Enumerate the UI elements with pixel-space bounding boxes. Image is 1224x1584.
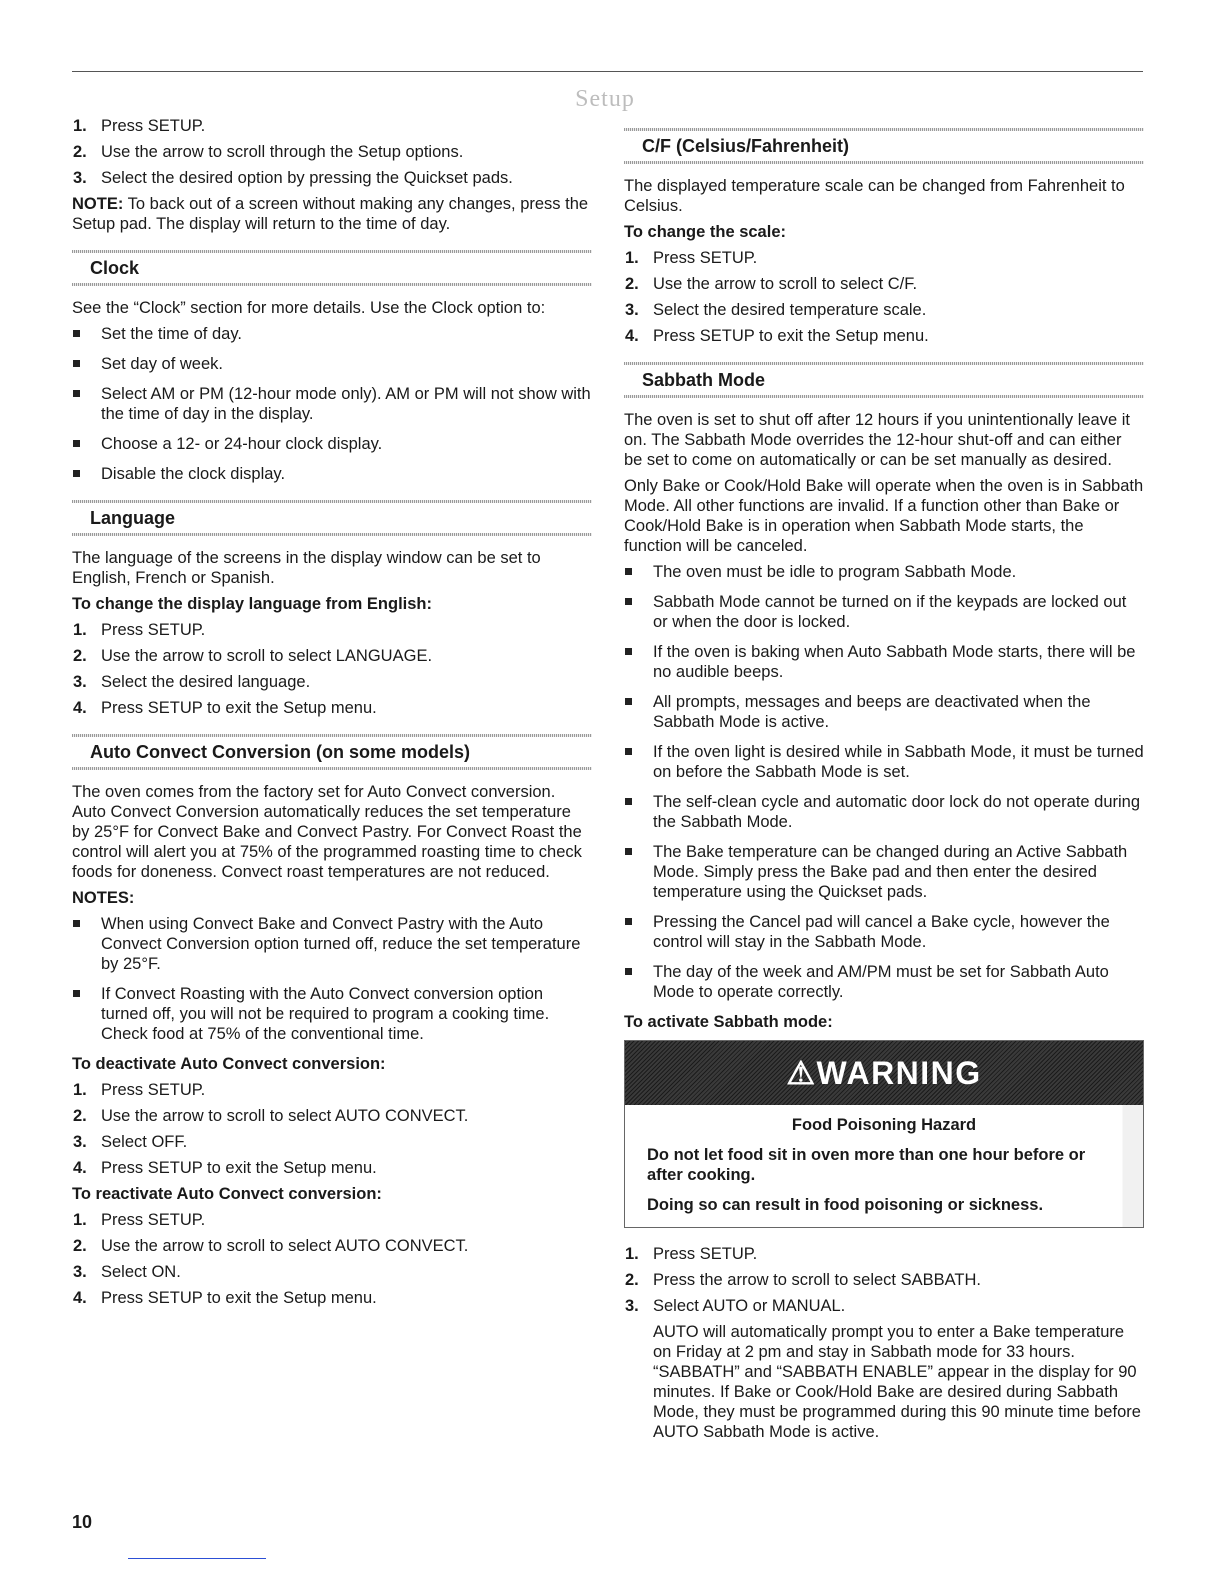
page-title: Setup bbox=[575, 86, 635, 112]
list-item: If Convect Roasting with the Auto Convect conversion option turned off, you will not be required to program a cooking time. Check food at 75% of the conventional time. bbox=[72, 984, 592, 1044]
list-item: 4. Press SETUP to exit the Setup menu. bbox=[73, 1159, 377, 1177]
list-item: When using Convect Bake and Convect Pastry with the Auto Convect Conversion option turned off, reduce the set temperature by 25°F. bbox=[72, 914, 592, 974]
list-item: 3. Select the desired temperature scale. bbox=[625, 301, 927, 319]
list-item: 4. Press SETUP to exit the Setup menu. bbox=[73, 1289, 377, 1307]
intro-steps bbox=[72, 116, 592, 188]
warning-title: ⚠WARNING bbox=[786, 1055, 982, 1091]
sabbath-heading: Sabbath Mode bbox=[624, 362, 1144, 398]
deactivate-subhead: To deactivate Auto Convect conversion: bbox=[72, 1055, 386, 1073]
language-heading: Language bbox=[72, 500, 592, 536]
sabbath-bullets bbox=[624, 562, 1144, 1002]
list-item: 3. Select ON. bbox=[73, 1263, 181, 1281]
auto-sabbath-text: AUTO will automatically prompt you to enter a Bake temperature on Friday at 2 pm and stay in Sabbath mode for 33 hours. “SABBATH” and “SABBATH ENABLE” appear in the display for 90 minutes. If Bake or Cook/Hold Bake are desired during Sabbath Mode, they must be programmed during this 90 minute time before AUTO Sabbath Mode is active. bbox=[653, 1323, 1141, 1441]
reactivate-subhead: To reactivate Auto Convect conversion: bbox=[72, 1185, 382, 1203]
setup-note: NOTE: To back out of a screen without making any changes, press the Setup pad. The display will return to the time of day. bbox=[72, 195, 589, 233]
list-item: 2. Use the arrow to scroll to select AUTO CONVECT. bbox=[73, 1237, 469, 1255]
list-item: 2. Press the arrow to scroll to select SABBATH. bbox=[625, 1271, 981, 1289]
list-item: 1. Press SETUP. bbox=[625, 249, 758, 267]
sabbath-text-1: The oven is set to shut off after 12 hours if you unintentionally leave it on. The Sabbath Mode overrides the 12-hour shut-off and can either be set to come on automatically or can be set manually as desired. bbox=[624, 411, 1130, 469]
list-item: 3. Select the desired language. bbox=[73, 673, 311, 691]
warning-line: Doing so can result in food poisoning or sickness. bbox=[647, 1196, 1044, 1214]
left-column bbox=[72, 116, 592, 1314]
list-item: 1. Press SETUP. bbox=[73, 621, 206, 639]
language-text: The language of the screens in the display window can be set to English, French or Spanish. bbox=[72, 549, 541, 587]
top-rule bbox=[72, 71, 1143, 72]
right-column bbox=[624, 116, 1144, 1448]
hazard-title: Food Poisoning Hazard bbox=[791, 1116, 977, 1134]
reactivate-steps bbox=[72, 1210, 592, 1308]
list-item: The day of the week and AM/PM must be set for Sabbath Auto Mode to operate correctly. bbox=[624, 962, 1144, 1002]
list-item: 2. Use the arrow to scroll through the Setup options. bbox=[73, 143, 464, 161]
list-item: All prompts, messages and beeps are deactivated when the Sabbath Mode is active. bbox=[624, 692, 1144, 732]
sabbath-steps bbox=[624, 1244, 1144, 1316]
warning-box bbox=[624, 1040, 1144, 1228]
list-item: The self-clean cycle and automatic door lock do not operate during the Sabbath Mode. bbox=[624, 792, 1144, 832]
footer-rule bbox=[128, 1558, 266, 1559]
list-item: Disable the clock display. bbox=[72, 464, 592, 484]
notes-label: NOTES: bbox=[72, 889, 135, 907]
list-item: 2. Use the arrow to scroll to select LANGUAGE. bbox=[73, 647, 433, 665]
auto-convect-notes bbox=[72, 914, 592, 1044]
list-item: 4. Press SETUP to exit the Setup menu. bbox=[73, 699, 377, 717]
list-item: If the oven is baking when Auto Sabbath Mode starts, there will be no audible beeps. bbox=[624, 642, 1144, 682]
list-item: 2. Use the arrow to scroll to select AUTO CONVECT. bbox=[73, 1107, 469, 1125]
list-item: 3. Select the desired option by pressing the Quickset pads. bbox=[73, 169, 513, 187]
auto-convect-heading: Auto Convect Conversion (on some models) bbox=[72, 734, 592, 770]
cf-heading: C/F (Celsius/Fahrenheit) bbox=[624, 128, 1144, 164]
list-item: The oven must be idle to program Sabbath Mode. bbox=[624, 562, 1144, 582]
list-item: 3. Select AUTO or MANUAL. bbox=[625, 1297, 846, 1315]
list-item: 3. Select OFF. bbox=[73, 1133, 188, 1151]
list-item: 1. Press SETUP. bbox=[73, 1081, 206, 1099]
deactivate-steps bbox=[72, 1080, 592, 1178]
language-subhead: To change the display language from English: bbox=[72, 595, 432, 613]
warning-banner bbox=[625, 1041, 1143, 1105]
warning-body bbox=[625, 1105, 1143, 1227]
auto-convect-text: The oven comes from the factory set for Auto Convect conversion. Auto Convect Conversion automatically reduces the set temperature by 25°F for Convect Bake and Convect Pastry. For Convect Roast the control will alert you at 75% of the programmed roasting time to check foods for doneness. Convect roast temperatures are not reduced. bbox=[72, 783, 582, 881]
list-item: 1. Press SETUP. bbox=[73, 117, 206, 135]
cf-text: The displayed temperature scale can be changed from Fahrenheit to Celsius. bbox=[624, 177, 1125, 215]
list-item: Choose a 12- or 24-hour clock display. bbox=[72, 434, 592, 454]
list-item: Pressing the Cancel pad will cancel a Bake cycle, however the control will stay in the Sabbath Mode. bbox=[624, 912, 1144, 952]
page-number: 10 bbox=[72, 1512, 93, 1532]
cf-steps bbox=[624, 248, 1144, 346]
clock-text: See the “Clock” section for more details. Use the Clock option to: bbox=[72, 299, 546, 317]
list-item: Select AM or PM (12-hour mode only). AM or PM will not show with the time of day in the display. bbox=[72, 384, 592, 424]
list-item: Set the time of day. bbox=[72, 324, 592, 344]
list-item: Set day of week. bbox=[72, 354, 592, 374]
clock-heading: Clock bbox=[72, 250, 592, 286]
language-steps bbox=[72, 620, 592, 718]
list-item: 2. Use the arrow to scroll to select C/F. bbox=[625, 275, 918, 293]
list-item: 1. Press SETUP. bbox=[73, 1211, 206, 1229]
sabbath-text-2: Only Bake or Cook/Hold Bake will operate when the oven is in Sabbath Mode. All other functions are invalid. If a function other than Bake or Cook/Hold Bake is in operation when Sabbath Mode starts, the function will be canceled. bbox=[624, 477, 1144, 555]
activate-subhead: To activate Sabbath mode: bbox=[624, 1013, 833, 1031]
cf-subhead: To change the scale: bbox=[624, 223, 786, 241]
list-item: Sabbath Mode cannot be turned on if the keypads are locked out or when the door is locked. bbox=[624, 592, 1144, 632]
list-item: 4. Press SETUP to exit the Setup menu. bbox=[625, 327, 929, 345]
list-item: If the oven light is desired while in Sabbath Mode, it must be turned on before the Sabbath Mode is set. bbox=[624, 742, 1144, 782]
list-item: The Bake temperature can be changed during an Active Sabbath Mode. Simply press the Bake pad and then enter the desired temperature using the Quickset pads. bbox=[624, 842, 1144, 902]
warning-line: Do not let food sit in oven more than one hour before or after cooking. bbox=[647, 1146, 1086, 1184]
clock-bullets bbox=[72, 324, 592, 484]
list-item: 1. Press SETUP. bbox=[625, 1245, 758, 1263]
